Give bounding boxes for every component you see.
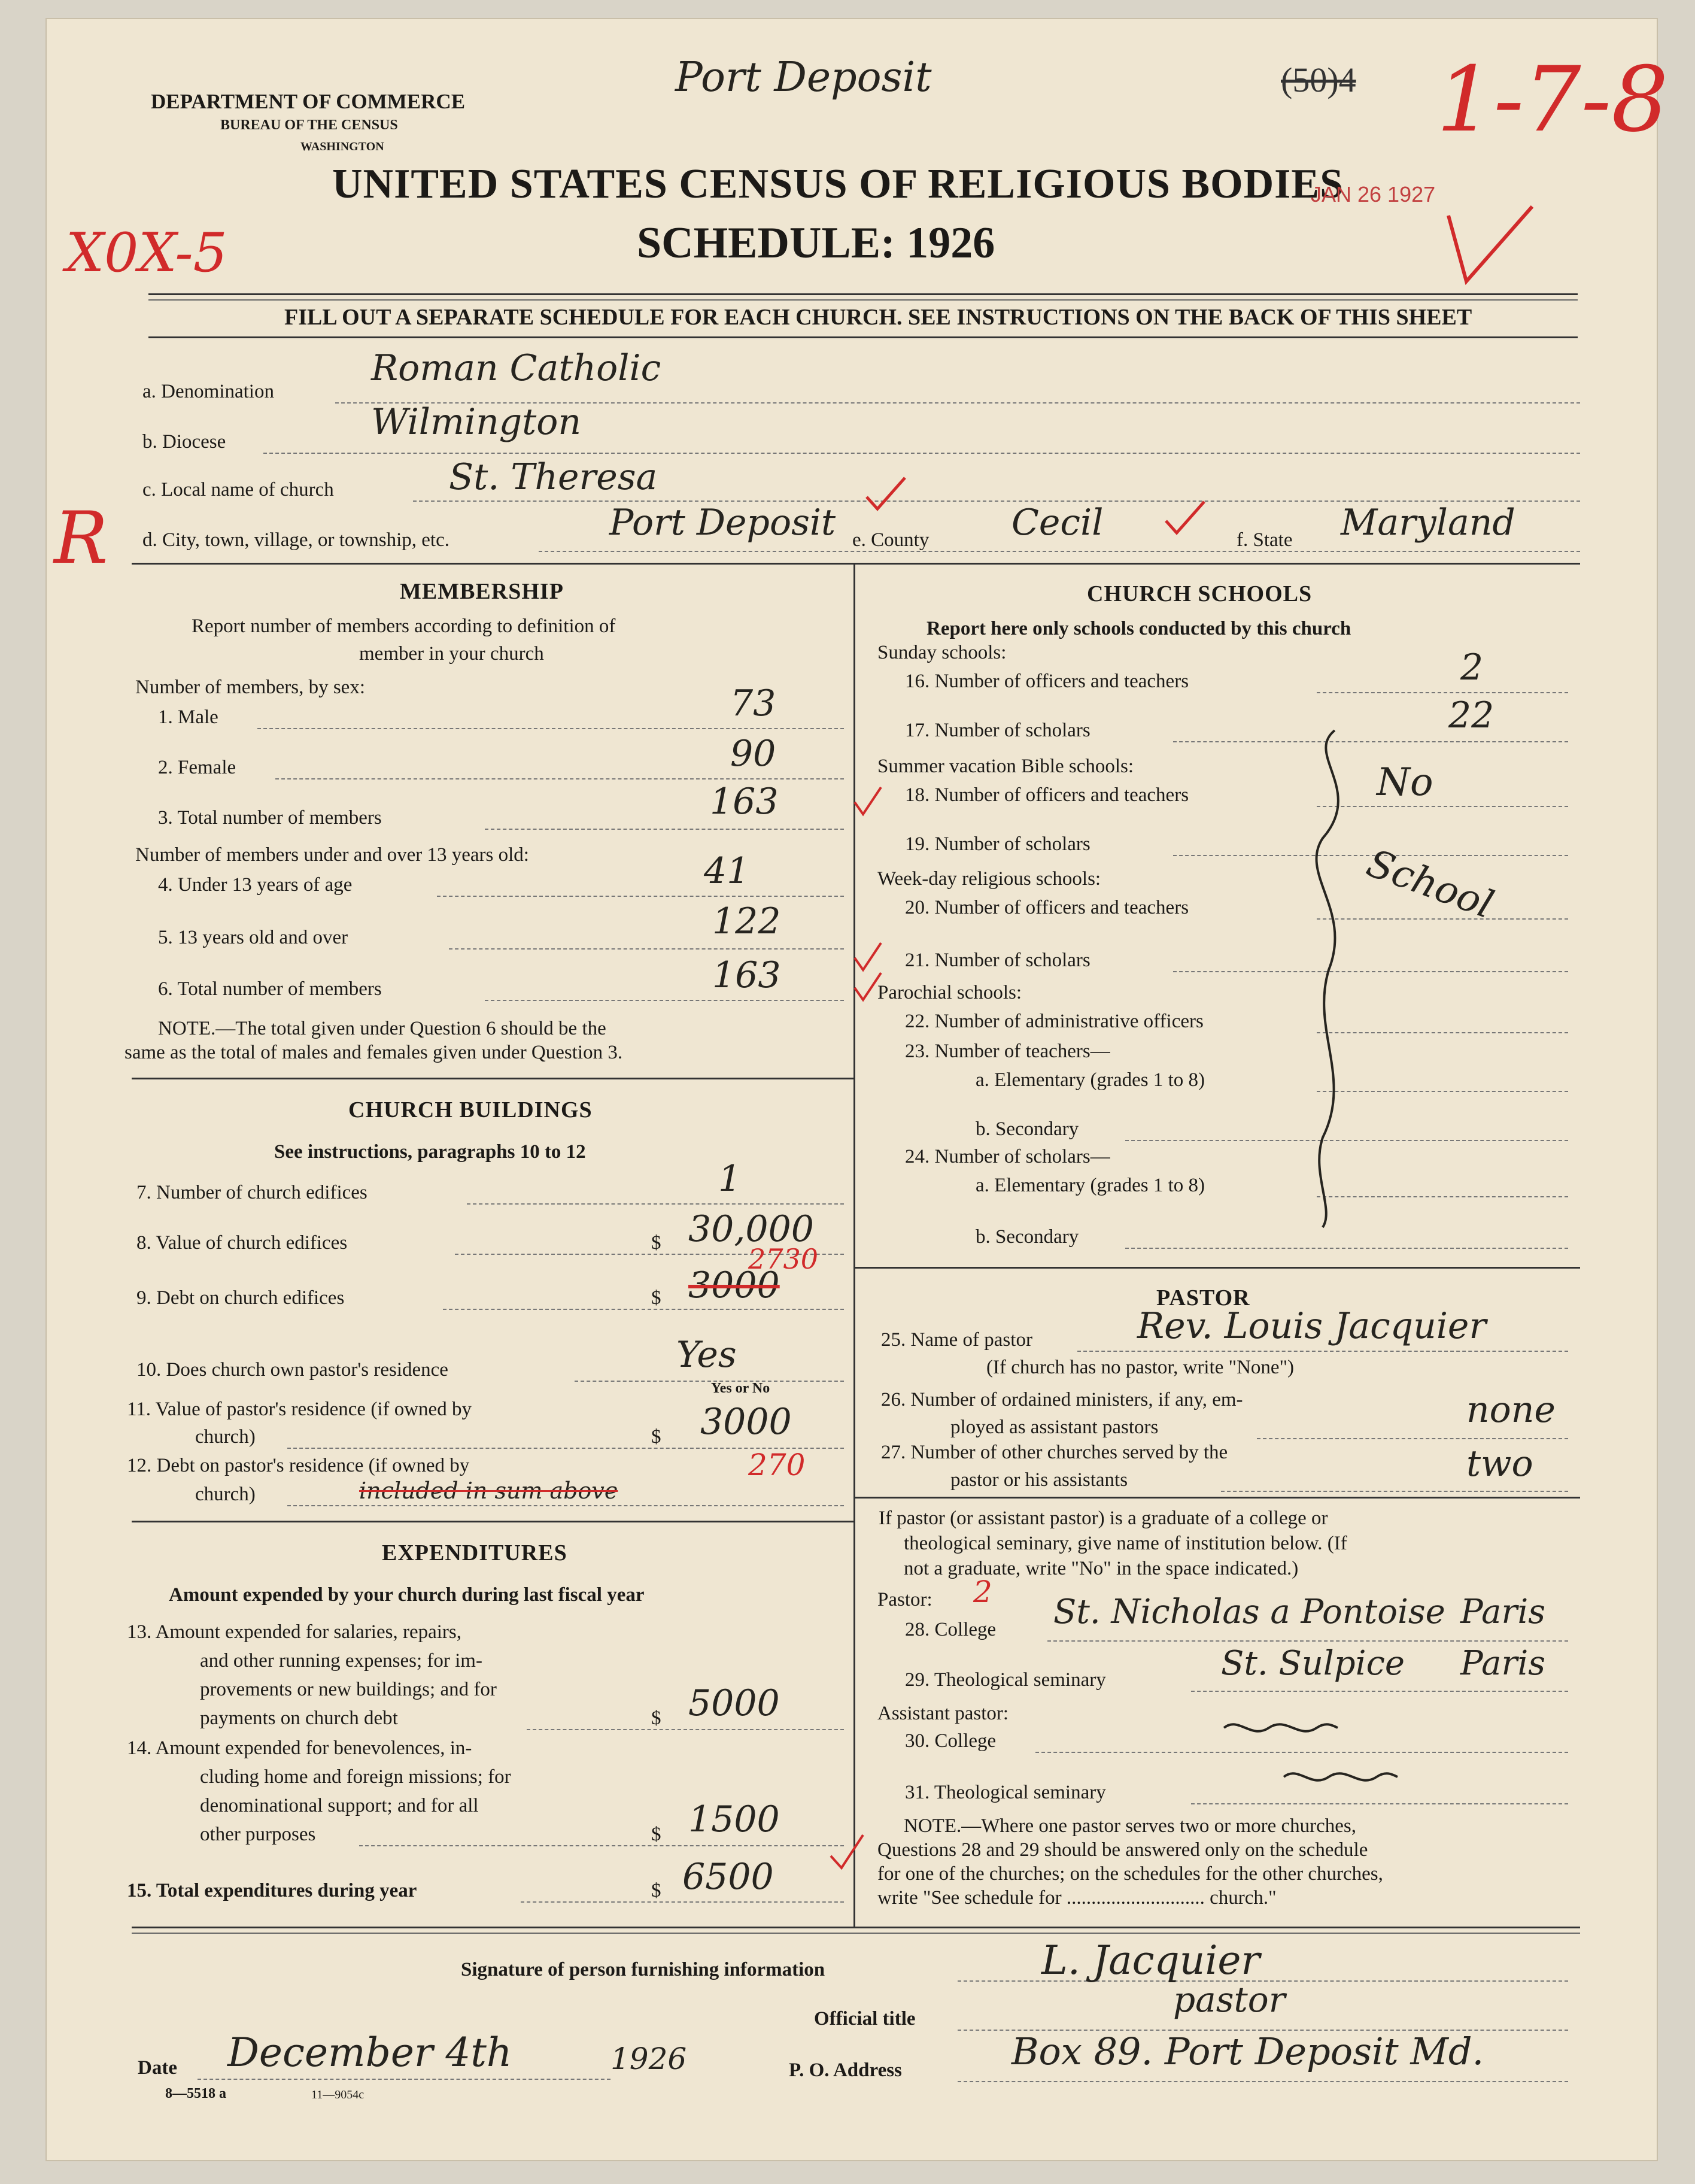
fill-line [257,728,844,729]
pastor-note-2: Questions 28 and 29 should be answered only on the schedule [877,1839,1368,1861]
rule [148,336,1578,338]
fill-line [263,453,1580,454]
q13-value: 5000 [688,1682,780,1724]
q9-correction: 2730 [748,1243,819,1275]
assistant-pastor-sublabel: Assistant pastor: [877,1703,1009,1724]
pastor-note-3: for one of the churches; on the schedules for the other churches, [877,1863,1383,1885]
fill-line [485,1000,844,1001]
graduate-note: If pastor (or assistant pastor) is a graduate of a college or [879,1507,1328,1529]
q23-label: 23. Number of teachers— [905,1041,1110,1062]
fill-line [467,1203,844,1205]
q25-label: 25. Name of pastor [881,1329,1032,1351]
signature-label: Signature of person furnishing information [461,1959,825,1980]
q14-label-2: cluding home and foreign missions; for [200,1766,511,1788]
denomination-value: Roman Catholic [371,347,661,389]
q6-value: 163 [712,954,781,996]
pastor-sublabel: Pastor: [877,1589,932,1610]
fill-line [1047,1640,1568,1642]
q4-value: 41 [704,850,750,892]
q13-label-3: provements or new buildings; and for [200,1679,497,1700]
q7-value: 1 [718,1158,742,1200]
city-value: Port Deposit [609,502,836,544]
fill-line [1191,1803,1568,1804]
q31-label: 31. Theological seminary [905,1782,1106,1803]
q12-label: 12. Debt on pastor's residence (if owned by [127,1455,470,1476]
fill-line [359,1845,844,1846]
wavy-mark [1221,1716,1341,1740]
dept-heading: DEPARTMENT OF COMMERCE [151,90,466,113]
red-check [850,784,886,820]
q13-label-2: and other running expenses; for im- [200,1650,482,1672]
diocese-value: Wilmington [371,401,582,443]
rule [132,1078,853,1079]
q14-value: 1500 [688,1798,780,1840]
fill-line [521,1901,844,1903]
wavy-mark [1281,1765,1401,1789]
q4-label: 4. Under 13 years of age [158,874,353,896]
sunday-schools-label: Sunday schools: [877,642,1007,663]
form-number: 8—5518 a [165,2086,226,2101]
q12-label-2: church) [195,1484,256,1505]
q16-value: 2 [1460,647,1484,688]
q16-label: 16. Number of officers and teachers [905,671,1189,692]
fill-line [437,896,844,897]
q28-city: Paris [1460,1592,1545,1631]
buildings-heading: CHURCH BUILDINGS [348,1097,593,1123]
schools-intro: Report here only schools conducted by this church [927,618,1351,639]
schools-heading: CHURCH SCHOOLS [1087,581,1313,606]
q26-label-2: ployed as assistant pastors [950,1416,1159,1438]
po-address-label: P. O. Address [789,2059,902,2081]
fill-line [958,2081,1568,2082]
summer-schools-label: Summer vacation Bible schools: [877,756,1134,777]
state-value: Maryland [1341,502,1515,544]
rule [148,299,1578,301]
membership-intro: Report number of members according to definition of [192,615,616,637]
column-divider [853,563,855,1928]
q19-label: 19. Number of scholars [905,833,1090,855]
signature-value: L. Jacquier [1041,1937,1260,1983]
q18-label: 18. Number of officers and teachers [905,784,1189,806]
rule [132,1927,1580,1928]
form-title: UNITED STATES CENSUS OF RELIGIOUS BODIES [332,161,1344,207]
dollar-sign: $ [651,1880,661,1901]
fill-line [575,1381,844,1382]
received-stamp: JAN 26 1927 [1311,182,1436,207]
fill-line [1257,1438,1568,1439]
q1-label: 1. Male [158,706,218,728]
q2-value: 90 [730,733,776,775]
fill-line [539,551,1580,552]
expenditures-heading: EXPENDITURES [382,1540,567,1566]
q21-label: 21. Number of scholars [905,950,1090,971]
q10-value: Yes [676,1334,737,1376]
county-label: e. County [852,529,929,551]
fill-line [527,1729,844,1730]
fill-line [1317,692,1568,693]
rule [132,1521,853,1522]
parochial-schools-label: Parochial schools: [877,982,1022,1003]
fill-line [449,948,844,950]
date-label: Date [138,2057,177,2079]
q15-value: 6500 [682,1856,774,1898]
q24b-label: b. Secondary [976,1226,1079,1248]
rule [132,1933,1580,1934]
fill-line [1173,971,1568,972]
yes-no-caption: Yes or No [711,1381,770,1396]
q14-label-1: 14. Amount expended for benevolences, in- [127,1737,472,1759]
q14-label-4: other purposes [200,1824,316,1845]
red-check [1161,497,1209,545]
q11-label-2: church) [195,1426,256,1448]
pastor-note-4: write "See schedule for ............................ church." [877,1887,1277,1909]
q28-label: 28. College [905,1619,997,1640]
expenditures-sub: Amount expended by your church during last fiscal year [169,1584,645,1606]
q12-correction: 270 [748,1448,806,1482]
fill-line [485,829,844,830]
q26-value: none [1466,1389,1556,1431]
membership-note: NOTE.—The total given under Question 6 should be the [158,1018,606,1039]
q10-label: 10. Does church own pastor's residence [136,1359,448,1381]
q22-label: 22. Number of administrative officers [905,1011,1204,1032]
fill-line [1125,1248,1568,1249]
q25-note: (If church has no pastor, write "None") [986,1357,1295,1378]
q14-label-3: denominational support; and for all [200,1795,479,1816]
city-label: d. City, town, village, or township, etc. [142,529,449,551]
buildings-sub: See instructions, paragraphs 10 to 12 [274,1141,586,1163]
q24a-label: a. Elementary (grades 1 to 8) [976,1175,1205,1196]
church-name-label: c. Local name of church [142,479,334,500]
q11-value: 3000 [700,1401,792,1443]
q15-label: 15. Total expenditures during year [127,1880,417,1901]
official-title-value: pastor [1173,1979,1286,2020]
red-check [862,473,910,521]
top-handwriting: Port Deposit [675,54,932,101]
no-annotation: No [1377,760,1433,805]
brace-mark [1299,718,1371,1233]
q9-value: 3000 [688,1264,780,1306]
q17-label: 17. Number of scholars [905,720,1090,741]
left-mark: X0X-5 [66,222,227,284]
by-sex-label: Number of members, by sex: [135,677,365,698]
q29-city: Paris [1460,1644,1545,1683]
q27-value: two [1466,1443,1533,1485]
fill-line [198,2079,610,2080]
left-r-mark: R [54,497,108,580]
rule [132,563,1580,565]
q9-label: 9. Debt on church edifices [136,1287,345,1309]
q3-value: 163 [710,781,779,823]
rule [853,1497,1580,1499]
membership-heading: MEMBERSHIP [400,579,564,604]
weekday-schools-label: Week-day religious schools: [877,868,1101,890]
q6-label: 6. Total number of members [158,978,382,1000]
q27-label: 27. Number of other churches served by the [881,1442,1228,1463]
q5-value: 122 [712,900,781,942]
q13-label-1: 13. Amount expended for salaries, repairs, [127,1621,462,1643]
q8-value: 30,000 [688,1208,814,1250]
bureau-heading: BUREAU OF THE CENSUS [220,117,398,133]
q25-value: Rev. Louis Jacquier [1137,1305,1487,1347]
date-value: December 4th [227,2030,512,2076]
q29-value: St. Sulpice [1221,1644,1405,1683]
q30-label: 30. College [905,1730,997,1752]
denomination-label: a. Denomination [142,381,274,402]
pastor-heading: PASTOR [1156,1285,1250,1311]
fill-line [1035,1752,1568,1753]
red-check-top [1442,204,1538,299]
fill-line [1077,1351,1568,1352]
pastor-red-mark: 2 [973,1575,992,1609]
fill-line [1173,741,1568,742]
state-label: f. State [1237,529,1293,551]
q2-label: 2. Female [158,757,236,778]
schedule-title: SCHEDULE: 1926 [637,219,995,268]
q27-label-2: pastor or his assistants [950,1469,1128,1491]
membership-note-2: same as the total of males and females given under Question 3. [124,1042,623,1063]
fill-line [443,1309,844,1310]
q29-label: 29. Theological seminary [905,1669,1106,1691]
dollar-sign: $ [651,1232,661,1254]
q8-label: 8. Value of church edifices [136,1232,348,1254]
pastor-note: NOTE.—Where one pastor serves two or more churches, [904,1815,1356,1837]
rule [853,1267,1580,1269]
city-heading: WASHINGTON [300,140,384,153]
church-name-value: St. Theresa [449,456,658,498]
struck-code: (50)4 [1281,60,1356,99]
fill-line [275,778,844,779]
q3-label: 3. Total number of members [158,807,382,829]
school-annotation: School [1360,841,1499,928]
code-top-right: 1-7-8 [1436,48,1669,152]
graduate-note-3: not a graduate, write "No" in the space indicated.) [904,1558,1299,1579]
year-value: 1926 [610,2042,687,2076]
county-value: Cecil [1011,502,1104,544]
q23a-label: a. Elementary (grades 1 to 8) [976,1069,1205,1091]
q23b-label: b. Secondary [976,1118,1079,1140]
diocese-label: b. Diocese [142,431,226,453]
q28-value: St. Nicholas a Pontoise [1053,1592,1445,1631]
dollar-sign: $ [651,1824,661,1845]
print-number: 11—9054c [311,2088,364,2101]
fill-line [287,1505,844,1506]
red-check [826,1832,868,1874]
fill-line [1221,1491,1568,1492]
q7-label: 7. Number of church edifices [136,1182,367,1203]
q20-label: 20. Number of officers and teachers [905,897,1189,918]
q11-label: 11. Value of pastor's residence (if owned by [127,1399,472,1420]
by-age-label: Number of members under and over 13 years old: [135,844,529,866]
dollar-sign: $ [651,1287,661,1309]
separate-schedule-instruction: FILL OUT A SEPARATE SCHEDULE FOR EACH CHURCH. SEE INSTRUCTIONS ON THE BACK OF THIS SHEET [284,305,1472,330]
rule [148,293,1578,295]
q12-struck-value: included in sum above [359,1478,618,1504]
membership-intro-2: member in your church [359,643,544,665]
q24-label: 24. Number of scholars— [905,1146,1110,1167]
q5-label: 5. 13 years old and over [158,927,348,948]
graduate-note-2: theological seminary, give name of institution below. (If [904,1533,1347,1554]
q26-label: 26. Number of ordained ministers, if any, em- [881,1389,1243,1410]
po-address-value: Box 89. Port Deposit Md. [1011,2030,1484,2073]
dollar-sign: $ [651,1707,661,1729]
q17-value: 22 [1448,694,1494,736]
official-title-label: Official title [814,2008,916,2030]
dollar-sign: $ [651,1426,661,1448]
q1-value: 73 [730,682,776,724]
q13-label-4: payments on church debt [200,1707,398,1729]
fill-line [1191,1691,1568,1692]
